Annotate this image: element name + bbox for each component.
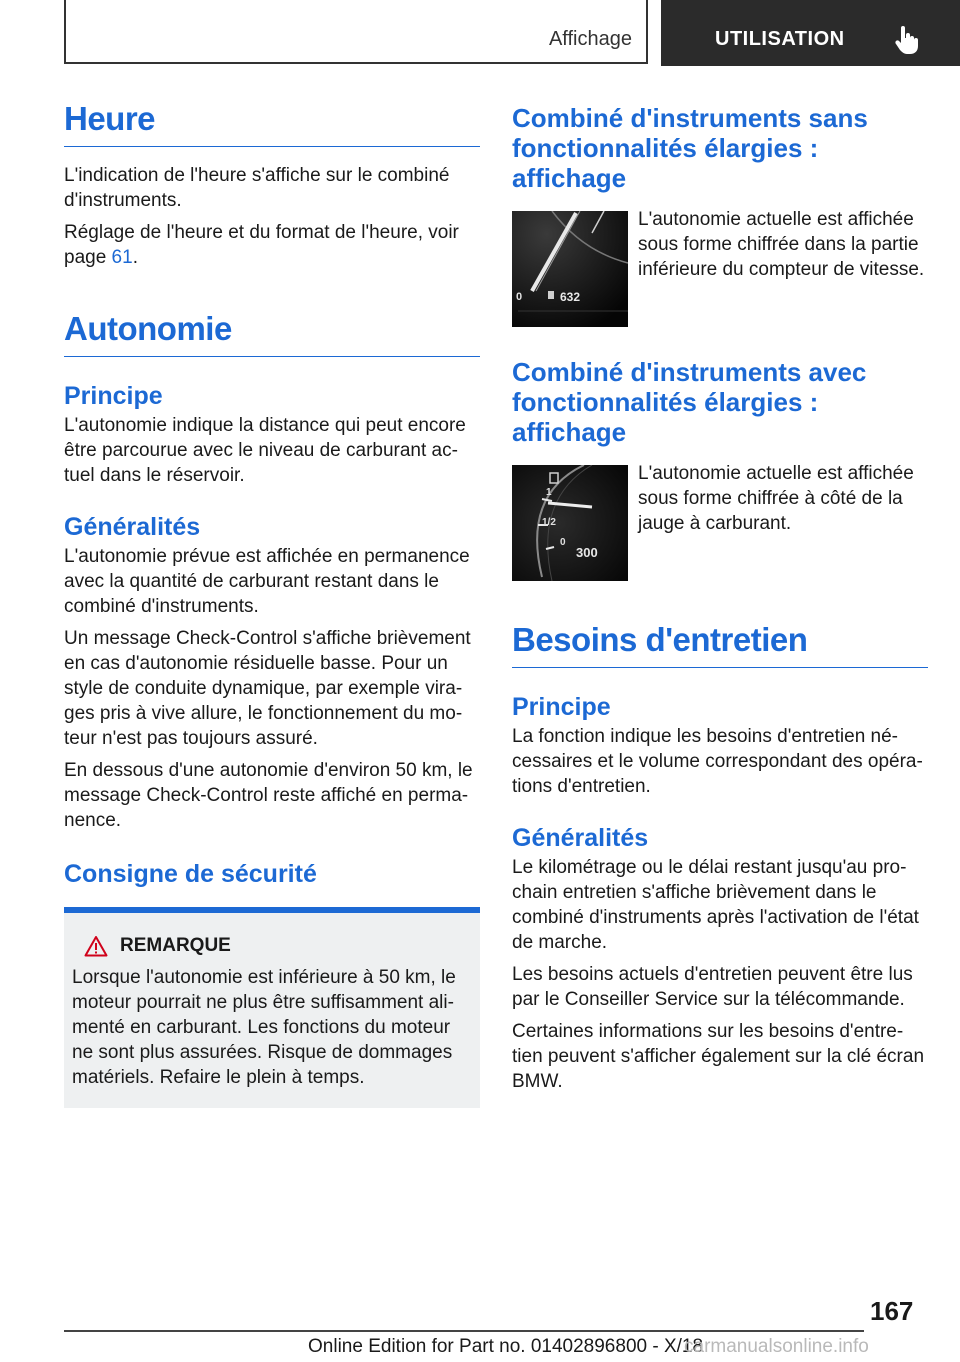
subsection-title-avec: Combiné d'instruments avec fonctionnalités élargies : affichage (512, 357, 867, 447)
note-heading (72, 935, 472, 957)
speedometer-range-image (512, 211, 628, 327)
range-value-300: 300 (576, 545, 598, 560)
section-title-besoins: Besoins d'entretien (512, 621, 928, 668)
figure-row-sans (512, 211, 928, 327)
besoins-generalites-p2: Les besoins actuels d'entretien peuvent être lus par le Conseiller Service sur la télécommande. (512, 964, 913, 1010)
warning-note (64, 913, 480, 1108)
besoins-generalites-p3: Certaines informations sur les besoins d'entre-tien peuvent s'afficher également sur la clé écran BMW. (512, 1021, 925, 1092)
autonomie-principe-text: L'autonomie indique la distance qui peut encore être parcourue avec le niveau de carburant ac-tuel dans le réservoir. (64, 415, 466, 486)
left-column (64, 100, 480, 1108)
fuel-half-label: 1/2 (542, 517, 556, 528)
footer-edition: Online Edition for Part no. 01402896800 - X/18 (308, 1336, 704, 1357)
fuel-gauge-range-image (512, 465, 628, 581)
range-value-632: 632 (560, 290, 581, 304)
fuel-gauge-illustration (512, 465, 628, 581)
header-frame (64, 0, 648, 64)
besoins-principe-text: La fonction indique les besoins d'entretien né-cessaires et le volume correspondant des opéra-tions d'entretien. (512, 726, 923, 797)
heure-paragraph-2 (64, 220, 480, 270)
subsection-title-generalites: Généralités (64, 513, 201, 541)
section-title-heure: Heure (64, 100, 480, 147)
heure-paragraph-1: L'indication de l'heure s'affiche sur le combiné d'instruments. (64, 165, 450, 211)
heure-p2-end: . (132, 247, 138, 268)
sans-description: L'autonomie actuelle est affichée sous forme chiffrée dans la partie inférieure du compteur de vitesse. (638, 209, 925, 280)
speedometer-zero-label: 0 (516, 291, 523, 303)
footer-watermark: carmanualsonline.info (684, 1336, 869, 1357)
page-number: 167 (870, 1296, 914, 1326)
heure-p2-text: Réglage de l'heure et du format de l'heure, voir page (64, 222, 459, 268)
section-title-autonomie: Autonomie (64, 310, 480, 357)
subsection-title-consigne: Consigne de sécurité (64, 860, 317, 888)
note-text: Lorsque l'autonomie est inférieure à 50 km, le moteur pourrait ne plus être suffisamment ali-menté en carburant. Les fonctions du moteur ne sont plus assurées. Risque de dommages matériels. Refaire le plein à temps. (72, 967, 456, 1088)
subsection-title-principe-besoins: Principe (512, 693, 611, 721)
right-column (512, 100, 928, 1094)
note-title: REMARQUE (120, 935, 231, 956)
header-chapter-label: UTILISATION (715, 28, 845, 50)
page-link-61[interactable]: 61 (111, 247, 133, 268)
subsection-title-sans: Combiné d'instruments sans fonctionnalités élargies : affichage (512, 103, 868, 193)
speedometer-illustration (512, 211, 628, 327)
fuel-empty-label: 0 (560, 537, 566, 548)
fuel-full-label: 1 (546, 487, 552, 498)
autonomie-generalites-p3: En dessous d'une autonomie d'environ 50 km, le message Check-Control reste affiché en perma-nence. (64, 760, 473, 831)
header-section-title: Affichage (548, 28, 632, 50)
subsection-title-principe: Principe (64, 382, 163, 410)
avec-description: L'autonomie actuelle est affichée sous forme chiffrée à côté de la jauge à carburant. (638, 463, 914, 534)
header-chapter-tab (661, 0, 960, 66)
subsection-title-generalites-besoins: Généralités (512, 824, 649, 852)
figure-row-avec (512, 465, 928, 581)
autonomie-generalites-p1: L'autonomie prévue est affichée en permanence avec la quantité de carburant restant dans le combiné d'instruments. (64, 546, 470, 617)
autonomie-generalites-p2: Un message Check-Control s'affiche brièvement en cas d'autonomie résiduelle basse. Pour un style de conduite dynamique, par exemple vira-ges pris à vive allure, le fonctionnement du mo-teur n'est pas toujours assuré. (64, 628, 471, 749)
footer-rule (64, 1330, 864, 1332)
pointing-hand-icon (895, 26, 919, 54)
besoins-generalites-p1: Le kilométrage ou le délai restant jusqu'au pro-chain entretien s'affiche brièvement dans le combiné d'instruments après l'activation de l'état de marche. (512, 857, 919, 953)
warning-triangle-icon (84, 935, 108, 957)
